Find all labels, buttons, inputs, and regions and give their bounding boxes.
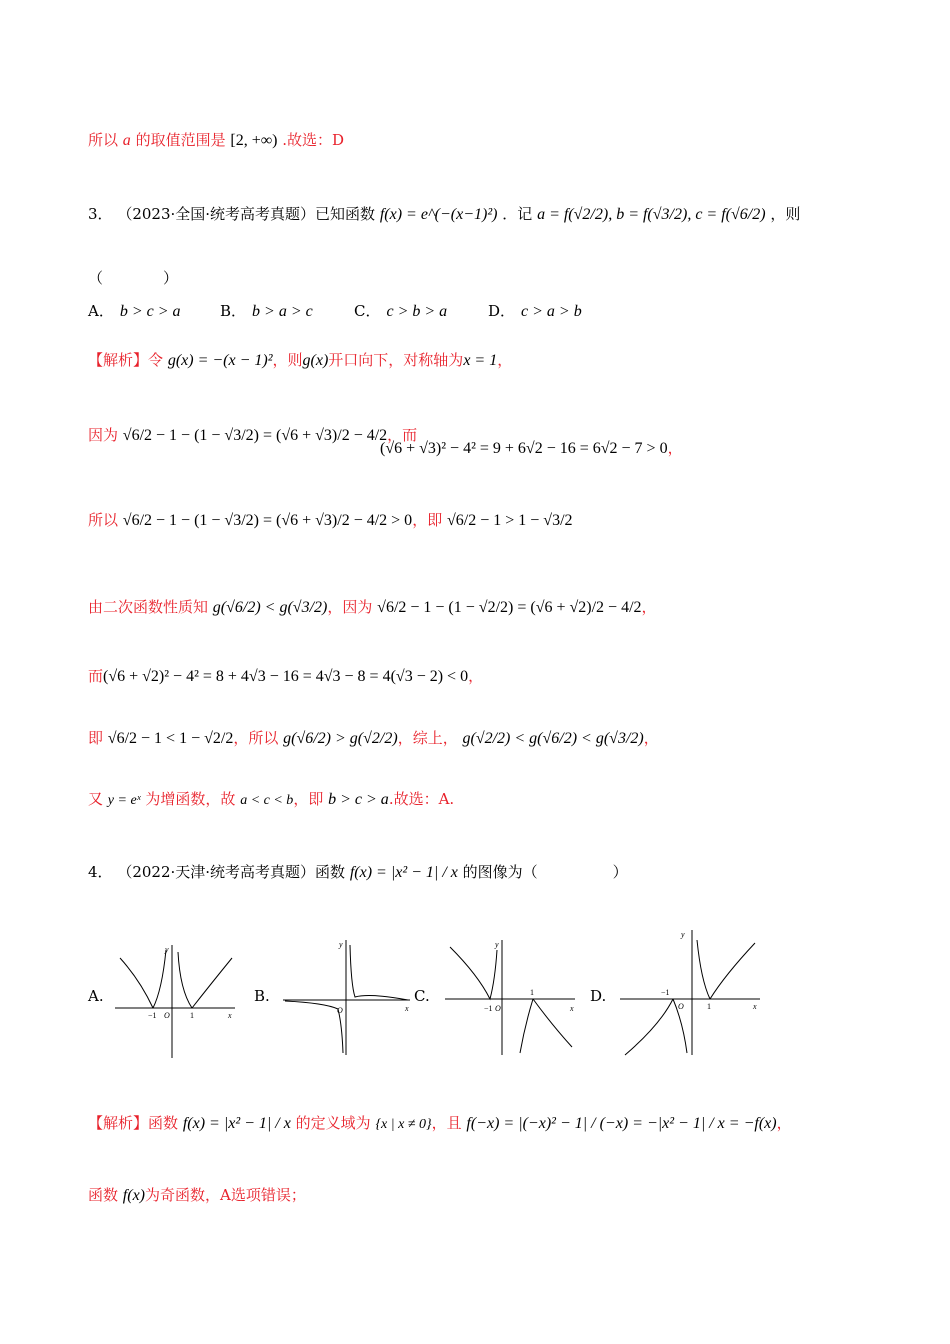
- graph-d-origin: O: [678, 1002, 684, 1011]
- q4-number: 4．: [88, 863, 113, 881]
- q3-option-c[interactable]: [354, 300, 447, 321]
- q4-tail: 的图像为（ ）: [462, 863, 628, 881]
- option-text: b > c > a: [119, 303, 181, 320]
- q3-option-d[interactable]: [488, 300, 582, 321]
- s4-l2-a: 函数: [88, 1186, 119, 1204]
- s3-l1-b: ，则: [272, 351, 303, 369]
- option-label: A．: [88, 302, 114, 320]
- s3-l3-b: ，即: [412, 511, 443, 529]
- q4-source: （2022·天津·统考高考真题）函数: [117, 863, 346, 881]
- analysis-tag: 【解析】: [88, 351, 149, 369]
- graph-b-origin: O: [337, 1006, 343, 1015]
- s3-l1-d: ，: [497, 351, 513, 369]
- option-label: D．: [488, 302, 516, 320]
- s3-l6-b: ，所以: [233, 729, 279, 747]
- s3-l2-b: ，而: [387, 426, 418, 444]
- s3-l4-b: ，因为: [327, 598, 373, 616]
- option-label: C．: [354, 302, 381, 320]
- s3-line3: [88, 510, 573, 531]
- s3-l7-a: 又: [88, 790, 104, 808]
- s3-line6: [88, 728, 659, 749]
- s3-l6-eq2: g(√6/2) > g(√2/2): [283, 730, 398, 747]
- graph-b-y-label: y: [339, 940, 343, 949]
- intro-text-c: .故选：D: [282, 131, 345, 149]
- graph-a[interactable]: [110, 940, 240, 1060]
- s3-l4-eq2: √6/2 − 1 − (1 − √2/2) = (√6 + √2)/2 − 4/2: [377, 599, 642, 616]
- graph-d-y-label: y: [681, 930, 685, 939]
- q3-number: 3．: [88, 205, 113, 223]
- q3-defs: a = f(√2/2), b = f(√3/2), c = f(√6/2): [537, 206, 766, 223]
- graph-d-label[interactable]: D.: [590, 987, 607, 1005]
- graph-c-origin: O: [495, 1004, 501, 1013]
- graph-c-y-label: y: [495, 940, 499, 949]
- s3-line5: [88, 666, 483, 687]
- intro-line: [88, 130, 344, 151]
- graph-a-tick-1: 1: [190, 1011, 194, 1020]
- s3-line2: [88, 425, 417, 446]
- s3-line4: [88, 597, 657, 618]
- s3-l5-a: 而: [88, 667, 104, 685]
- graph-a-x-label: x: [228, 1011, 232, 1020]
- graph-b[interactable]: [280, 935, 415, 1060]
- graph-d-tick-1: 1: [707, 1002, 711, 1011]
- s3-l2-c: ，: [667, 439, 683, 457]
- s3-l1-c: 开口向下，对称轴为: [328, 351, 464, 369]
- graph-c-tick-neg1: −1: [484, 1004, 493, 1013]
- graph-a-tick-neg1: −1: [148, 1011, 157, 1020]
- s3-l7-b: 为增函数，故: [145, 790, 236, 808]
- s3-l7-eq3: b > c > a: [328, 791, 389, 808]
- graph-b-label[interactable]: B.: [254, 987, 270, 1005]
- analysis-tag: 【解析】: [88, 1114, 149, 1132]
- s3-l4-c: ，: [641, 598, 657, 616]
- option-label: B．: [220, 302, 247, 320]
- q3-option-b[interactable]: [220, 300, 313, 321]
- s3-l7-eq2: a < c < b: [240, 793, 294, 808]
- s3-l2-a: 因为: [88, 426, 119, 444]
- s3-line7: [88, 789, 454, 811]
- q3-source: （2023·全国·统考高考真题）已知函数: [117, 205, 376, 223]
- s3-l5-eq: (√6 + √2)² − 4² = 8 + 4√3 − 16 = 4√3 − 8 = 4(√3 − 2) < 0: [103, 668, 469, 685]
- graph-b-x-label: x: [405, 1004, 409, 1013]
- s3-line1: [88, 350, 512, 371]
- s3-l6-a: 即: [88, 729, 104, 747]
- intro-interval: [2, +∞): [230, 132, 278, 149]
- graph-d-x-label: x: [753, 1002, 757, 1011]
- graph-c-label[interactable]: C.: [414, 987, 430, 1005]
- q3-stem: [88, 204, 800, 225]
- s3-l2-eq2: (√6 + √3)² − 4² = 9 + 6√2 − 16 = 6√2 − 7 > 0: [380, 440, 668, 457]
- s4-l1-a: 函数: [148, 1114, 179, 1132]
- option-text: c > a > b: [521, 303, 582, 320]
- q3-paren-text: （ ）: [88, 269, 179, 287]
- s3-l1-a: 令: [148, 351, 164, 369]
- graph-c-tick-1: 1: [530, 988, 534, 997]
- s3-l3-a: 所以: [88, 511, 119, 529]
- graph-d[interactable]: [615, 925, 765, 1060]
- s3-l3-eq2: √6/2 − 1 > 1 − √3/2: [446, 512, 573, 529]
- s3-l1-g: g(x): [302, 352, 329, 369]
- s3-l4-eq: g(√6/2) < g(√3/2): [212, 599, 328, 616]
- option-text: c > b > a: [386, 303, 448, 320]
- intro-var: a: [122, 132, 131, 149]
- s4-line2: [88, 1185, 306, 1206]
- graph-a-origin: O: [164, 1011, 170, 1020]
- s4-l1-d: ，: [776, 1114, 792, 1132]
- s3-l7-c: ，即: [293, 790, 324, 808]
- s3-l6-c: ，综上，: [397, 729, 458, 747]
- s3-l5-b: ，: [468, 667, 484, 685]
- intro-text-b: 的取值范围是: [135, 131, 226, 149]
- s3-l3-eq: √6/2 − 1 − (1 − √3/2) = (√6 + √3)/2 − 4/2 > 0: [122, 512, 413, 529]
- q3-option-a[interactable]: [88, 300, 181, 321]
- option-text: b > a > c: [252, 303, 313, 320]
- q3-paren: [88, 268, 178, 288]
- q3-tail: ，则: [770, 205, 801, 223]
- s4-l1-eq2: f(−x) = |(−x)² − 1| / (−x) = −|x² − 1| / x = −f(x): [466, 1115, 777, 1132]
- s3-l1-eq: g(x) = −(x − 1)²: [167, 352, 273, 369]
- q3-note: ．记: [502, 205, 533, 223]
- s3-l4-a: 由二次函数性质知: [88, 598, 209, 616]
- s4-l2-b: 为奇函数，A选项错误；: [145, 1186, 306, 1204]
- s3-l2-eq: √6/2 − 1 − (1 − √3/2) = (√6 + √3)/2 − 4/2: [122, 427, 388, 444]
- s4-line1: [88, 1113, 792, 1135]
- q4-func: f(x) = |x² − 1| / x: [349, 864, 458, 881]
- graph-a-label[interactable]: A.: [88, 987, 104, 1005]
- s4-l1-eq: f(x) = |x² − 1| / x: [182, 1115, 291, 1132]
- s3-l7-eq: y = eˣ: [107, 793, 141, 808]
- s3-l6-d: ，: [643, 729, 659, 747]
- graph-a-y-label: y: [165, 945, 169, 954]
- q3-func: f(x) = e^(−(x−1)²): [379, 206, 498, 223]
- s3-l6-eq3: g(√2/2) < g(√6/2) < g(√3/2): [462, 730, 644, 747]
- graph-c[interactable]: [440, 935, 580, 1060]
- intro-text-a: 所以: [88, 131, 119, 149]
- graph-d-tick-neg1: −1: [661, 988, 670, 997]
- s4-l2-f: f(x): [122, 1187, 145, 1204]
- s3-line2-b: [380, 438, 683, 459]
- s3-l7-d: .故选：A.: [388, 790, 455, 808]
- s3-l1-axis: x = 1: [463, 352, 498, 369]
- s4-l1-dom: {x | x ≠ 0}: [375, 1117, 432, 1132]
- s4-l1-b: 的定义域为: [295, 1114, 371, 1132]
- s3-l6-eq: √6/2 − 1 < 1 − √2/2: [107, 730, 234, 747]
- graph-c-x-label: x: [570, 1004, 574, 1013]
- s4-l1-c: ，且: [431, 1114, 462, 1132]
- q4-stem: [88, 862, 628, 883]
